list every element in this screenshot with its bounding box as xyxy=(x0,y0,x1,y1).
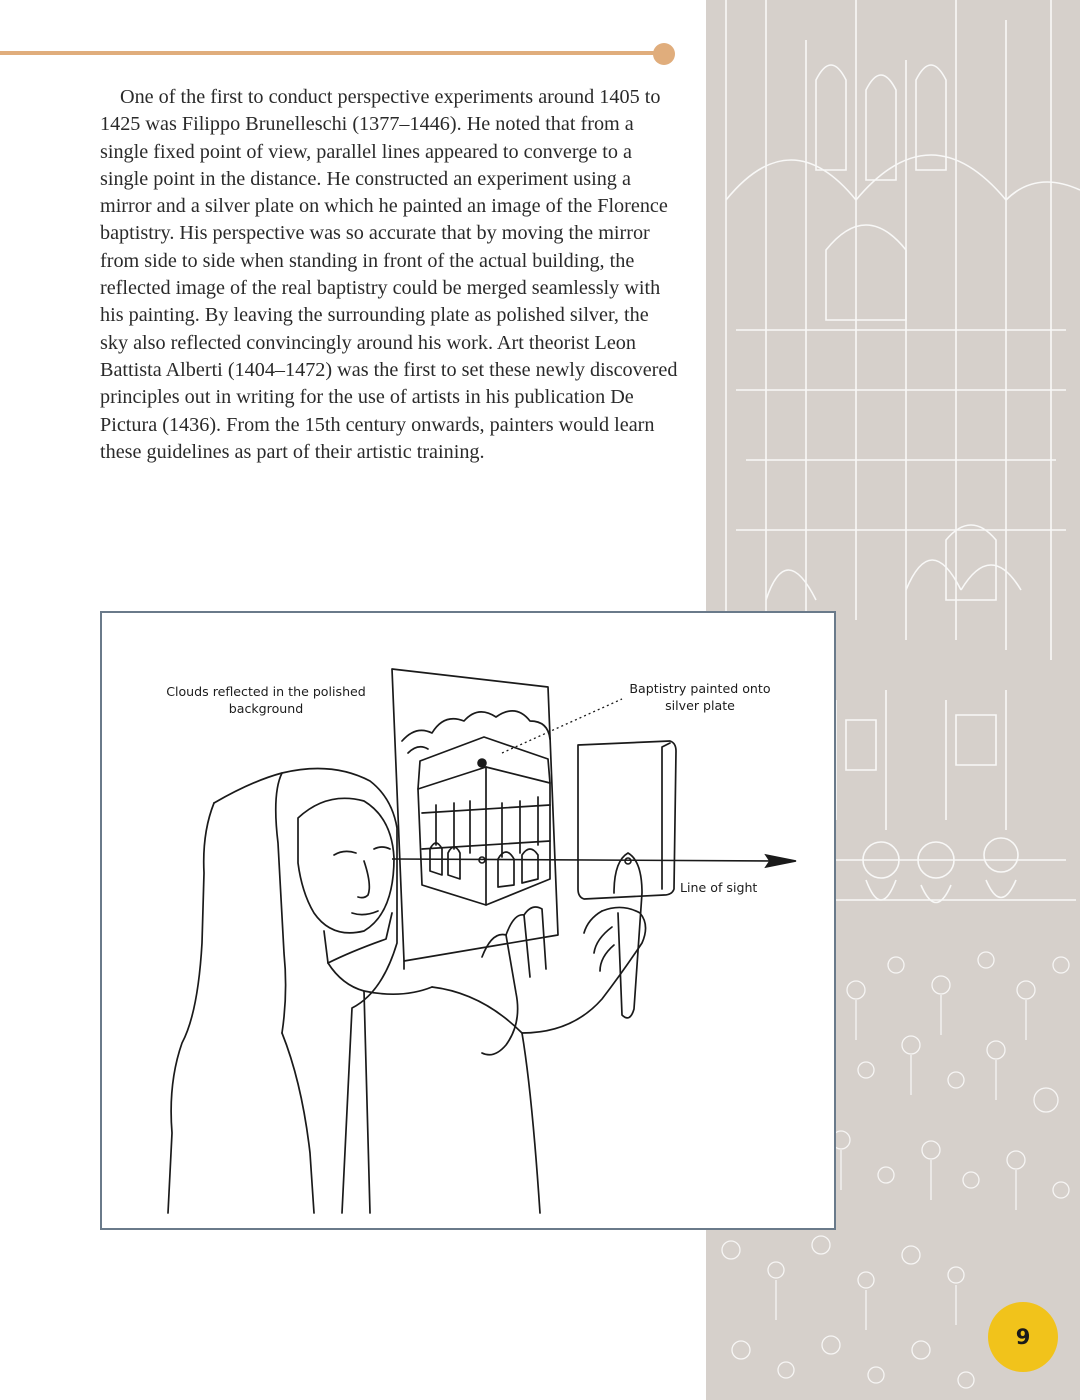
body-paragraph: One of the first to conduct perspective experiments around 1405 to 1425 was Filippo Brunelleschi (1377–1446). He noted that from a single fixed point of view, parallel lines appeared to converge to a single point in the distance. He constructed an experiment using a mirror and a silver plate on which he painted an image of the Florence baptistry. His perspective was so accurate that by moving the mirror from side to side when standing in front of the actual building, the reflected image of the real baptistry could be merged seamlessly with his painting. By leaving the surrounding plate as polished silver, the sky also reflected convincingly around his work. Art theorist Leon Battista Alberti (1404–1472) was the first to set these newly discovered principles out in writing for the use of artists in his publication De Pictura (1436). From the 15th century onwards, painters would learn these guidelines as part of their artistic training. xyxy=(100,86,678,463)
brunelleschi-experiment-figure xyxy=(100,611,836,1230)
clouds-label-line-2: background xyxy=(228,701,304,716)
line-of-sight-arrow xyxy=(392,859,782,861)
figure-face xyxy=(298,798,394,933)
clouds-label xyxy=(160,683,372,717)
baptistry-label-line-2: silver plate xyxy=(665,698,735,713)
clouds-label-line-1: Clouds reflected in the polished xyxy=(166,684,366,699)
line-of-sight-label: Line of sight xyxy=(680,880,758,895)
page-number-badge: 9 xyxy=(988,1302,1058,1372)
header-rule-dot xyxy=(653,43,675,65)
header-rule xyxy=(0,51,664,55)
baptistry-label xyxy=(614,680,786,714)
figure-hood xyxy=(214,769,397,1214)
baptistry-label-line-1: Baptistry painted onto xyxy=(629,681,771,696)
